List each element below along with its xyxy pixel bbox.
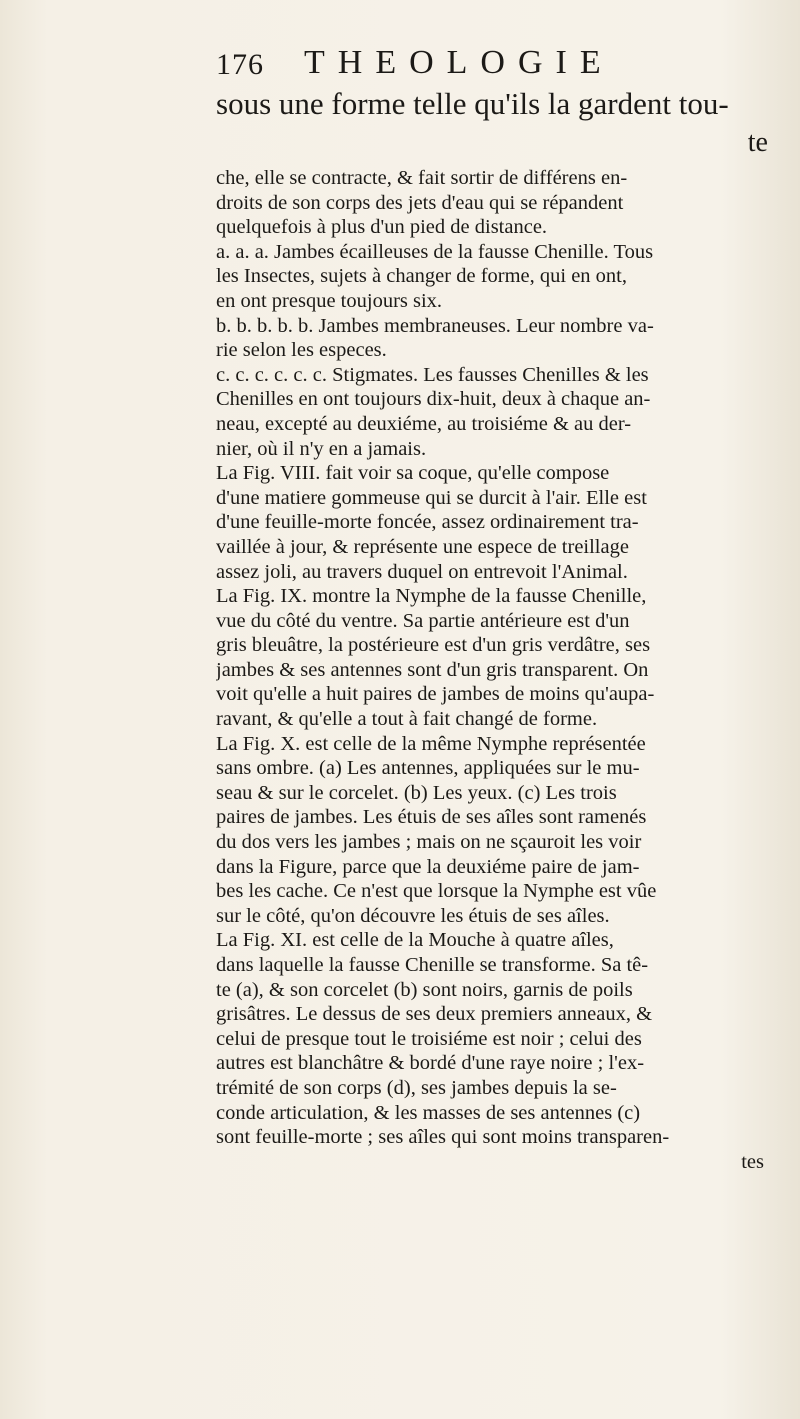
text-line: che, elle se contracte, & fait sortir de différens en- — [216, 167, 628, 189]
text-line: voit qu'elle a huit paires de jambes de moins qu'aupa- — [216, 683, 655, 706]
page-number: 176 — [216, 48, 264, 81]
text-line: trémité de son corps (d), ses jambes depuis la se- — [216, 1076, 617, 1099]
text-line: sous une forme telle qu'ils la gardent tou- — [216, 86, 729, 121]
text-line: La Fig. XI. est celle de la Mouche à quatre aîles, — [216, 929, 614, 952]
text-line: sont feuille-morte ; ses aîles qui sont moins transparen- — [216, 1126, 670, 1149]
text-line: seau & sur le corcelet. (b) Les yeux. (c) Les trois — [216, 781, 617, 804]
text-line: sans ombre. (a) Les antennes, appliquées sur le mu- — [216, 757, 640, 780]
text-line: La Fig. VIII. fait voir sa coque, qu'elle compose — [216, 462, 610, 485]
text-line: gris bleuâtre, la postérieure est d'un gris verdâtre, ses — [216, 634, 651, 657]
page-header — [216, 44, 756, 88]
text-line: dans la Figure, parce que la deuxiéme paire de jam- — [216, 855, 640, 878]
text-line: neau, excepté au deuxiéme, au troisiéme & au der- — [216, 412, 632, 435]
text-line: celui de presque tout le troisiéme est noir ; celui des — [216, 1027, 642, 1050]
text-line: conde articulation, & les masses de ses antennes (c) — [216, 1101, 641, 1124]
text-line: Chenilles en ont toujours dix-huit, deux à chaque an- — [216, 388, 651, 411]
text-line: autres est blanchâtre & bordé d'une raye noire ; l'ex- — [216, 1052, 645, 1075]
text-line: quelquefois à plus d'un pied de distance. — [216, 216, 548, 239]
text-line: du dos vers les jambes ; mais on ne sçauroit les voir — [216, 831, 642, 854]
text-line: les Insectes, sujets à changer de forme, qui en ont, — [216, 265, 628, 288]
text-line: ravant, & qu'elle a tout à fait changé de forme. — [216, 708, 598, 731]
text-line: La Fig. X. est celle de la même Nymphe représentée — [216, 732, 646, 755]
text-line: te — [747, 127, 768, 158]
text-line: a. a. a. Jambes écailleuses de la fausse Chenille. Tous — [216, 240, 654, 263]
text-line: c. c. c. c. c. c. Stigmates. Les fausses Chenilles & les — [216, 363, 649, 386]
text-line: b. b. b. b. b. Jambes membraneuses. Leur nombre va- — [216, 314, 654, 337]
running-title: THEOLOGIE — [304, 44, 614, 81]
text-line: vaillée à jour, & représente une espece de treillage — [216, 535, 629, 558]
text-line: vue du côté du ventre. Sa partie antérieure est d'un — [216, 609, 630, 632]
text-line: nier, où il n'y en a jamais. — [216, 437, 427, 460]
text-line: d'une matiere gommeuse qui se durcit à l'air. Elle est — [216, 486, 647, 509]
text-line: jambes & ses antennes sont d'un gris transparent. On — [216, 658, 649, 681]
text-line: bes les cache. Ce n'est que lorsque la Nymphe est vûe — [216, 880, 657, 903]
text-line: sur le côté, qu'on découvre les étuis de ses aîles. — [216, 904, 610, 927]
text-line: dans laquelle la fausse Chenille se transforme. Sa tê- — [216, 954, 649, 976]
text-line: te (a), & son corcelet (b) sont noirs, garnis de poils — [216, 978, 633, 1001]
body-text — [216, 84, 768, 1174]
text-line: d'une feuille-morte foncée, assez ordinairement tra- — [216, 511, 639, 534]
text-line: grisâtres. Le dessus de ses deux premiers anneaux, & — [216, 1003, 653, 1026]
text-line: La Fig. IX. montre la Nymphe de la fausse Chenille, — [216, 585, 647, 608]
text-line: rie selon les especes. — [216, 339, 387, 362]
text-line: paires de jambes. Les étuis de ses aîles sont ramenés — [216, 806, 647, 829]
text-line: en ont presque toujours six. — [216, 289, 443, 312]
catchword: tes — [741, 1150, 764, 1173]
text-line: assez joli, au travers duquel on entrevoit l'Animal. — [216, 560, 628, 583]
text-line: droits de son corps des jets d'eau qui se répandent — [216, 191, 624, 214]
